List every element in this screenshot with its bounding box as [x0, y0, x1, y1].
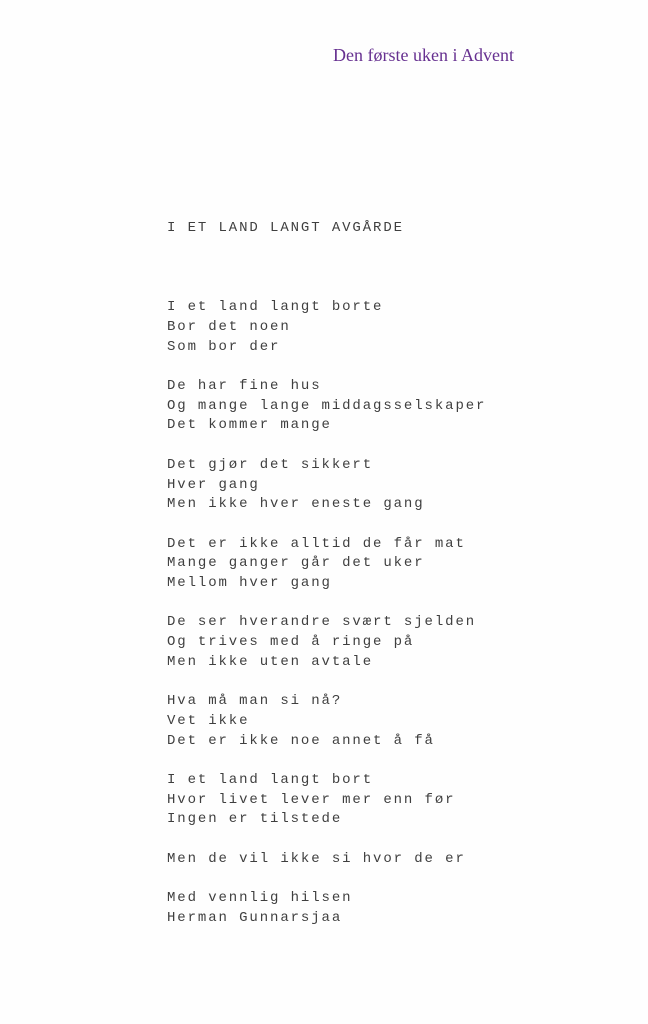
poem-line: Mange ganger går det uker: [167, 555, 425, 572]
poem-line: Vet ikke: [167, 712, 250, 729]
poem-line: De ser hverandre svært sjelden: [167, 614, 477, 631]
poem-line: Men ikke hver eneste gang: [167, 496, 425, 513]
poem-line: Det kommer mange: [167, 417, 332, 434]
poem-stanzas: [167, 298, 486, 928]
poem-line: Det er ikke noe annet å få: [167, 732, 435, 749]
poem-stanza: [167, 889, 486, 928]
poem-line: Det er ikke alltid de får mat: [167, 535, 466, 552]
poem-line: Men de vil ikke si hvor de er: [167, 850, 466, 867]
poem-line: Med vennlig hilsen: [167, 890, 353, 907]
poem-stanza: [167, 613, 486, 672]
poem-line: Og trives med å ringe på: [167, 634, 415, 651]
poem-line: Men ikke uten avtale: [167, 653, 374, 670]
poem-stanza: [167, 377, 486, 436]
poem-line: Og mange lange middagsselskaper: [167, 397, 487, 414]
poem-line: Herman Gunnarsjaa: [167, 909, 343, 926]
poem-line: I et land langt bort: [167, 771, 374, 788]
poem-line: I et land langt borte: [167, 299, 384, 316]
poem-line: Mellom hver gang: [167, 575, 332, 591]
poem-line: Hver gang: [167, 476, 260, 493]
poem-line: Bor det noen: [167, 318, 291, 335]
poem-line: Det gjør det sikkert: [167, 456, 374, 473]
poem-stanza: [167, 456, 486, 515]
poem-line: Hvor livet lever mer enn før: [167, 791, 456, 808]
poem-stanza: [167, 692, 486, 751]
poem-body: [167, 180, 486, 968]
poem-stanza: [167, 298, 486, 357]
poem-line: Hva må man si nå?: [167, 693, 343, 710]
poem-stanza: [167, 850, 486, 870]
poem-title: I ET LAND LANGT AVGÅRDE: [167, 220, 404, 237]
poem-line: Som bor der: [167, 338, 281, 355]
poem-stanza: [167, 535, 486, 594]
document-header-title: Den første uken i Advent: [333, 45, 514, 65]
poem-line: De har fine hus: [167, 378, 322, 394]
poem-line: Ingen er tilstede: [167, 811, 343, 828]
poem-stanza: [167, 771, 486, 830]
